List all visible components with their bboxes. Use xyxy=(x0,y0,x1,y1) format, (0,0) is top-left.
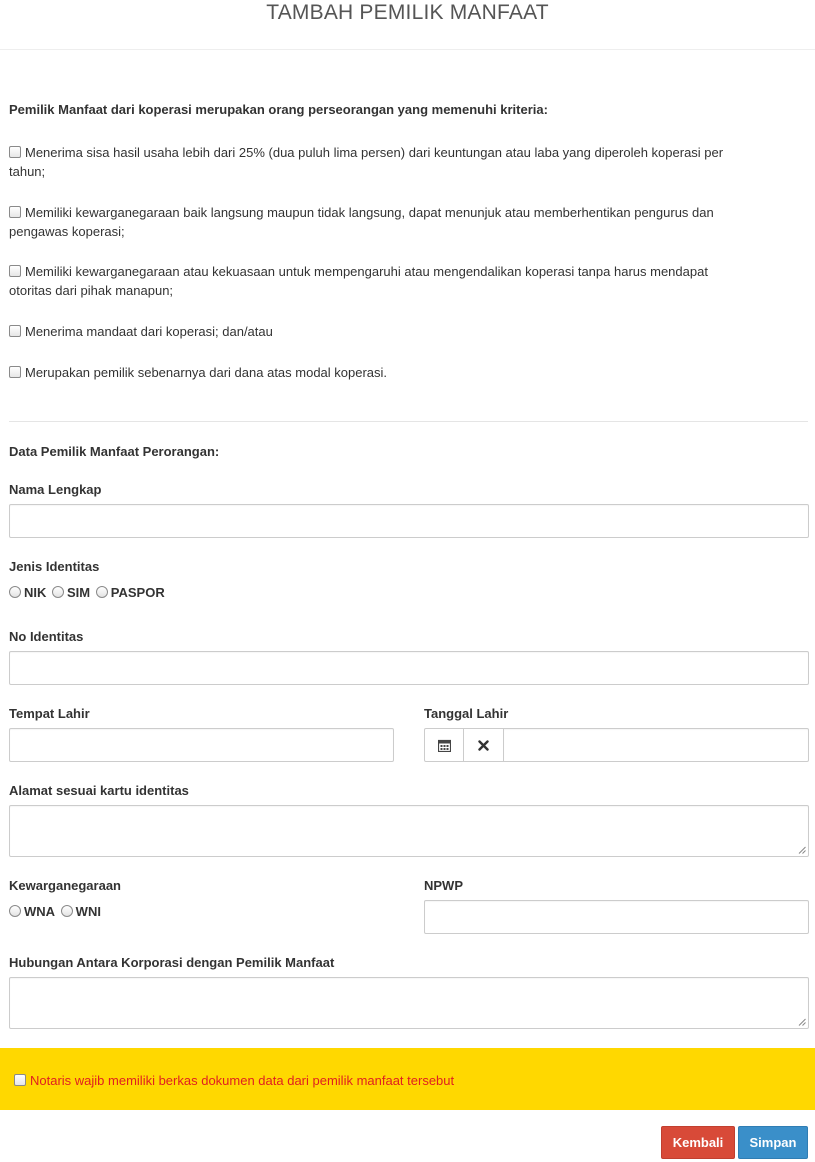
kewarganegaraan-label: Kewarganegaraan xyxy=(9,878,121,893)
criteria-item-4 xyxy=(9,322,739,341)
alamat-label: Alamat sesuai kartu identitas xyxy=(9,783,189,798)
calendar-button[interactable] xyxy=(424,728,464,762)
page-title: TAMBAH PEMILIK MANFAAT xyxy=(0,0,815,50)
tanggal-lahir-input[interactable] xyxy=(503,728,809,762)
section-divider xyxy=(9,421,808,422)
criteria-text-5: Merupakan pemilik sebenarnya dari dana atas modal koperasi. xyxy=(25,365,388,380)
criteria-item-2 xyxy=(9,203,739,241)
npwp-input[interactable] xyxy=(424,900,809,934)
save-button[interactable]: Simpan xyxy=(738,1126,808,1159)
tempat-lahir-label: Tempat Lahir xyxy=(9,706,90,721)
back-button[interactable]: Kembali xyxy=(661,1126,735,1159)
criteria-checkbox-1[interactable] xyxy=(9,146,21,158)
tanggal-lahir-label: Tanggal Lahir xyxy=(424,706,509,721)
criteria-checkbox-2[interactable] xyxy=(9,206,21,218)
notice-checkbox[interactable] xyxy=(14,1074,26,1086)
radio-wni[interactable] xyxy=(61,905,73,917)
radio-nik-label: NIK xyxy=(24,585,47,600)
criteria-text-2: Memiliki kewarganegaraan baik langsung maupun tidak langsung, dapat menunjuk atau memberhentikan pengurus dan pengawas koperasi; xyxy=(9,205,714,239)
criteria-text-4: Menerima mandaat dari koperasi; dan/atau xyxy=(25,324,273,339)
radio-wna-label: WNA xyxy=(24,904,56,919)
calendar-icon xyxy=(438,739,451,752)
criteria-text-3: Memiliki kewarganegaraan atau kekuasaan untuk mempengaruhi atau mengendalikan koperasi tanpa harus mendapat otoritas dari pihak manapun; xyxy=(9,264,708,298)
kewarganegaraan-group xyxy=(9,904,103,919)
radio-wna[interactable] xyxy=(9,905,21,917)
resize-handle-icon[interactable] xyxy=(798,1018,806,1026)
jenis-identitas-label: Jenis Identitas xyxy=(9,559,100,574)
criteria-item-3 xyxy=(9,262,739,300)
criteria-checkbox-4[interactable] xyxy=(9,325,21,337)
radio-sim-label: SIM xyxy=(67,585,91,600)
no-identitas-input[interactable] xyxy=(9,651,809,685)
section-heading: Data Pemilik Manfaat Perorangan: xyxy=(9,444,220,459)
notice-item xyxy=(14,1073,454,1088)
nama-lengkap-label: Nama Lengkap xyxy=(9,482,102,497)
criteria-checkbox-3[interactable] xyxy=(9,265,21,277)
nama-lengkap-input[interactable] xyxy=(9,504,809,538)
jenis-identitas-group xyxy=(9,585,167,600)
criteria-checkbox-5[interactable] xyxy=(9,366,21,378)
criteria-item-1 xyxy=(9,143,739,181)
tempat-lahir-input[interactable] xyxy=(9,728,394,762)
alamat-textarea[interactable] xyxy=(9,805,809,857)
resize-handle-icon[interactable] xyxy=(798,846,806,854)
no-identitas-label: No Identitas xyxy=(9,629,84,644)
npwp-label: NPWP xyxy=(424,878,463,893)
criteria-item-5 xyxy=(9,363,739,382)
clear-date-button[interactable] xyxy=(463,728,504,762)
criteria-heading: Pemilik Manfaat dari koperasi merupakan orang perseorangan yang memenuhi kriteria: xyxy=(9,102,548,117)
radio-nik[interactable] xyxy=(9,586,21,598)
radio-wni-label: WNI xyxy=(75,904,101,919)
hubungan-label: Hubungan Antara Korporasi dengan Pemilik Manfaat xyxy=(9,955,335,970)
close-icon xyxy=(478,740,489,751)
radio-sim[interactable] xyxy=(52,586,64,598)
radio-paspor[interactable] xyxy=(96,586,108,598)
radio-paspor-label: PASPOR xyxy=(110,585,165,600)
notice-text: Notaris wajib memiliki berkas dokumen data dari pemilik manfaat tersebut xyxy=(30,1073,455,1088)
hubungan-textarea[interactable] xyxy=(9,977,809,1029)
criteria-text-1: Menerima sisa hasil usaha lebih dari 25% (dua puluh lima persen) dari keuntungan atau laba yang diperoleh koperasi per tahun; xyxy=(9,145,724,179)
